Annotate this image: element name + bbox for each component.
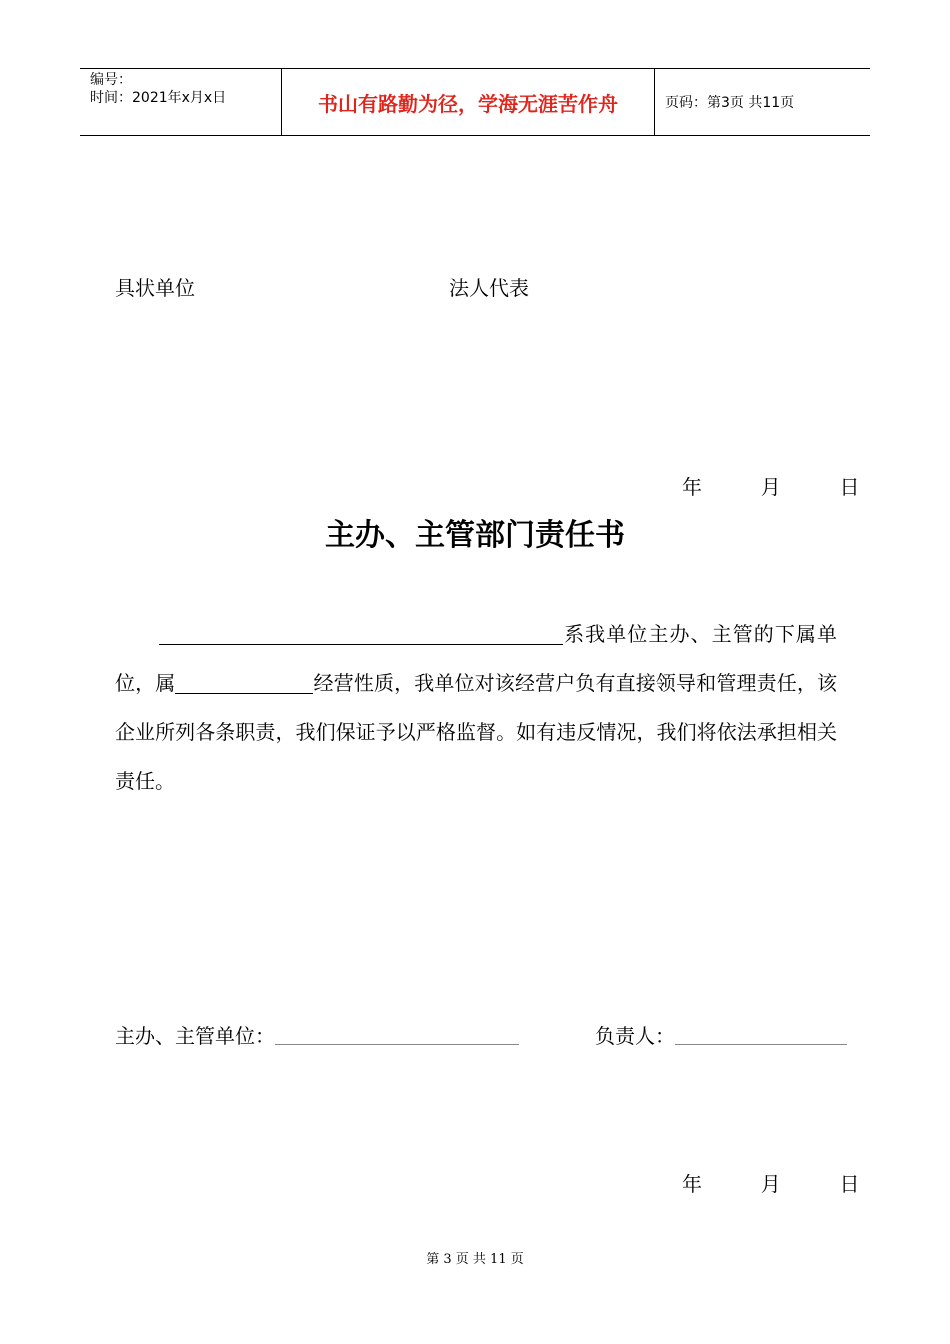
responsible-person-line[interactable]: [675, 1044, 847, 1045]
sponsor-unit-signature: [115, 1020, 519, 1049]
header-motto-cell: [282, 69, 655, 135]
header-meta: [80, 69, 282, 135]
body-text-part2: 单位，属: [115, 622, 837, 695]
date-line-bottom: [682, 1168, 859, 1197]
document-title: 主办、主管部门责任书: [325, 518, 625, 553]
date-year-label: 年: [682, 1172, 702, 1196]
sponsor-unit-label: 主办、主管单位：: [115, 1024, 275, 1048]
document-date: 时间：2021年x月x日: [90, 90, 227, 106]
submitting-unit-label: 具状单位: [115, 276, 195, 300]
header-page-info: 页码：第3页 共11页: [665, 95, 795, 111]
body-text-part3: 经营性质，我单位对该经营户负有直接领导和管理责任，该企业所列各条职责，我们保证予以严格监督。如有违反情况，我们将依法承担相关责任。: [115, 671, 838, 793]
sponsor-unit-line[interactable]: [275, 1044, 519, 1045]
responsible-person-signature: [595, 1020, 847, 1049]
date-line-top: [682, 471, 859, 500]
subordinate-unit-blank[interactable]: [159, 624, 563, 645]
date-day-label: 日: [839, 475, 860, 499]
body-paragraph: [115, 610, 837, 806]
body-text-part1: 系我单位主办、主管的下属: [563, 622, 817, 646]
business-nature-blank[interactable]: [175, 673, 313, 694]
date-year-label: 年: [682, 475, 702, 499]
header-motto: 书山有路勤为径，学海无涯苦作舟: [318, 91, 618, 116]
page-header: [80, 68, 870, 136]
document-number-label: 编号：: [90, 72, 132, 88]
date-month-label: 月: [760, 1172, 781, 1196]
responsible-person-label: 负责人：: [595, 1024, 675, 1048]
page-footer: 第 3 页 共 11 页: [426, 1252, 524, 1267]
date-day-label: 日: [839, 1172, 860, 1196]
date-month-label: 月: [760, 475, 781, 499]
legal-representative-label: 法人代表: [449, 276, 529, 300]
